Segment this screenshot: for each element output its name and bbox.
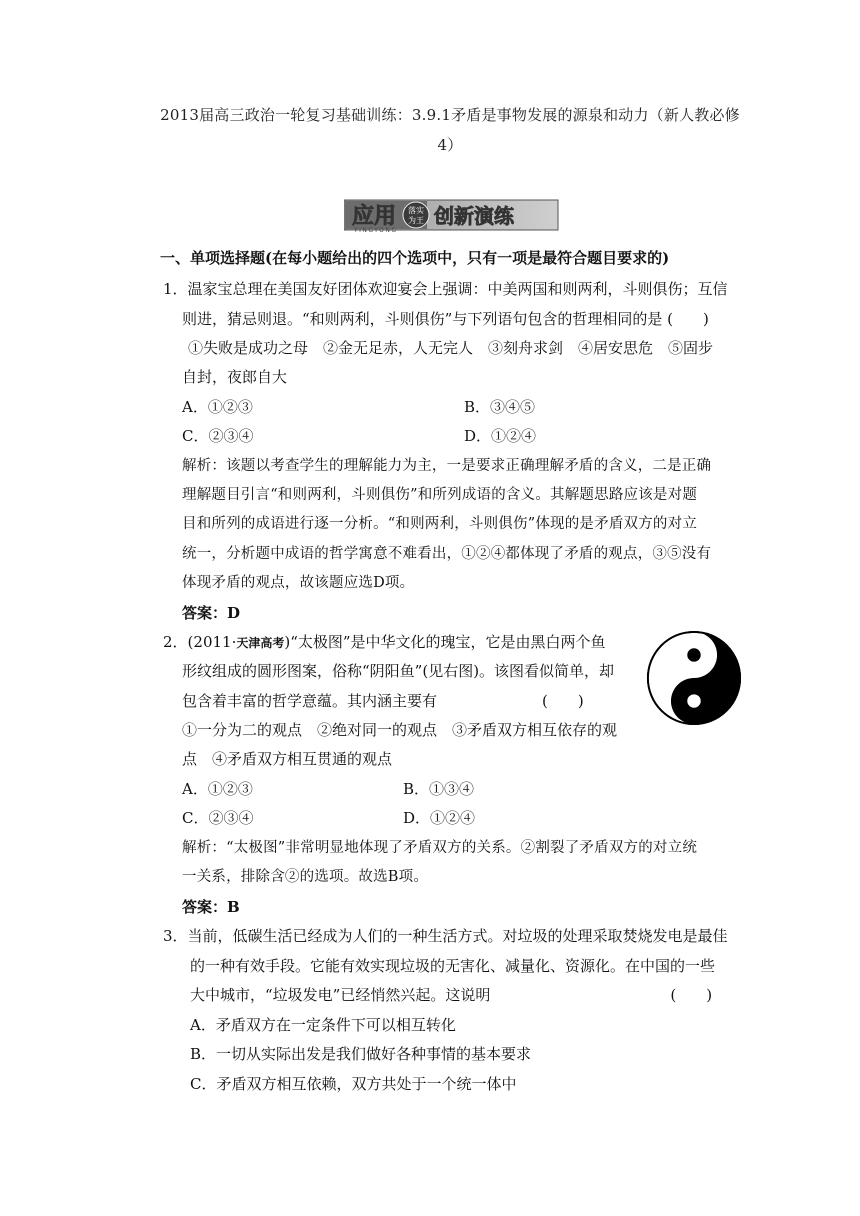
- q3-line-2: 的一种有效手段。它能有效实现垃圾的无害化、减量化、资源化。在中国的一些: [190, 957, 716, 975]
- q2-line-1: [163, 632, 606, 653]
- q2-option-d: D．①②④: [403, 809, 476, 827]
- q2-analysis-line-2: 一关系，排除含②的选项。故选B项。: [182, 869, 429, 885]
- q2-line-4: ①一分为二的观点 ②绝对同一的观点 ③矛盾双方相互依存的观: [182, 721, 618, 739]
- q1-analysis-line-5: 体现矛盾的观点，故该题应选D项。: [182, 575, 415, 591]
- q2-answer: 答案：B: [182, 898, 240, 916]
- q1-analysis-line-1: 解析：该题以考查学生的理解能力为主，一是要求正确理解矛盾的含义，二是正确: [182, 458, 712, 474]
- q1-option-c: C．②③④: [182, 427, 254, 445]
- q1-line-3: ①失败是成功之母 ②金无足赤，人无完人 ③刻舟求剑 ④居安思危 ⑤固步: [188, 339, 714, 357]
- q1-analysis-line-4: 统一，分析题中成语的哲学寓意不难看出，①②④都体现了矛盾的观点，③⑤没有: [182, 546, 712, 562]
- q1-analysis-line-3: 目和所列的成语进行逐一分析。“和则两利，斗则俱伤”体现的是矛盾双方的对立: [182, 516, 698, 532]
- q1-answer: 答案：D: [182, 604, 241, 622]
- q2-line-5: 点 ④矛盾双方相互贯通的观点: [182, 750, 393, 768]
- title-line-1: 2013届高三政治一轮复习基础训练：3.9.1矛盾是事物发展的源泉和动力（新人教必修: [160, 106, 740, 124]
- q2-line-2: 形纹组成的圆形图案，俗称“阴阳鱼”(见右图)。该图看似简单，却: [182, 662, 615, 680]
- section-banner: [344, 197, 560, 233]
- banner-text-left: 应用: [352, 204, 397, 229]
- q1-option-b: B．③④⑤: [464, 398, 536, 416]
- q2-option-c: C．②③④: [182, 809, 254, 827]
- document-title: [150, 100, 750, 160]
- q2-line-1-prefix: 2．(2011·: [163, 633, 237, 651]
- q1-line-2: 则进，猜忌则退。“和则两利，斗则俱伤”与下列语句包含的哲理相同的是 ( ): [182, 310, 709, 328]
- q1-line-4: 自封，夜郎自大: [182, 368, 288, 386]
- q2-analysis-line-1: 解析：“太极图”非常明显地体现了矛盾双方的关系。②割裂了矛盾双方的对立统: [182, 840, 698, 856]
- q2-line-1-rest: )“太极图”是中华文化的瑰宝，它是由黑白两个鱼: [284, 633, 606, 651]
- banner-text-right: 创新演练: [434, 204, 514, 228]
- title-line-2: 4）: [437, 136, 463, 154]
- section-heading: 一、单项选择题(在每小题给出的四个选项中，只有一项是最符合题目要求的): [160, 249, 670, 267]
- q1-line-1: 1．温家宝总理在美国友好团体欢迎宴会上强调：中美两国和则两利，斗则俱伤；互信: [163, 280, 728, 298]
- q1-option-d: D．①②④: [464, 427, 537, 445]
- q2-source-label: 天津高考: [236, 636, 285, 650]
- q3-line-3: 大中城市，“垃圾发电”已经悄然兴起。这说明 ( ): [190, 986, 713, 1004]
- q3-line-1: 3．当前，低碳生活已经成为人们的一种生活方式。对垃圾的处理采取焚烧发电是最佳: [163, 927, 728, 945]
- q3-option-b: B．一切从实际出发是我们做好各种事情的基本要求: [190, 1045, 532, 1063]
- q3-option-a: A．矛盾双方在一定条件下可以相互转化: [190, 1016, 456, 1034]
- q2-option-a: A．①②③: [182, 780, 253, 798]
- q1-option-a: A．①②③: [182, 398, 253, 416]
- q2-line-3: 包含着丰富的哲学意蕴。其内涵主要有 ( ): [182, 692, 584, 710]
- banner-small-top: 落实: [408, 206, 424, 215]
- banner-small-bottom: 为王: [408, 216, 424, 225]
- q1-analysis-line-2: 理解题目引言“和则两利，斗则俱伤”和所列成语的含义。其解题思路应该是对题: [182, 487, 698, 503]
- banner-pinyin: YINGYONG: [354, 227, 398, 233]
- q2-option-b: B．①③④: [403, 780, 475, 798]
- q3-option-c: C．矛盾双方相互依赖，双方共处于一个统一体中: [190, 1075, 517, 1093]
- taiji-yinyang-image: [646, 630, 742, 726]
